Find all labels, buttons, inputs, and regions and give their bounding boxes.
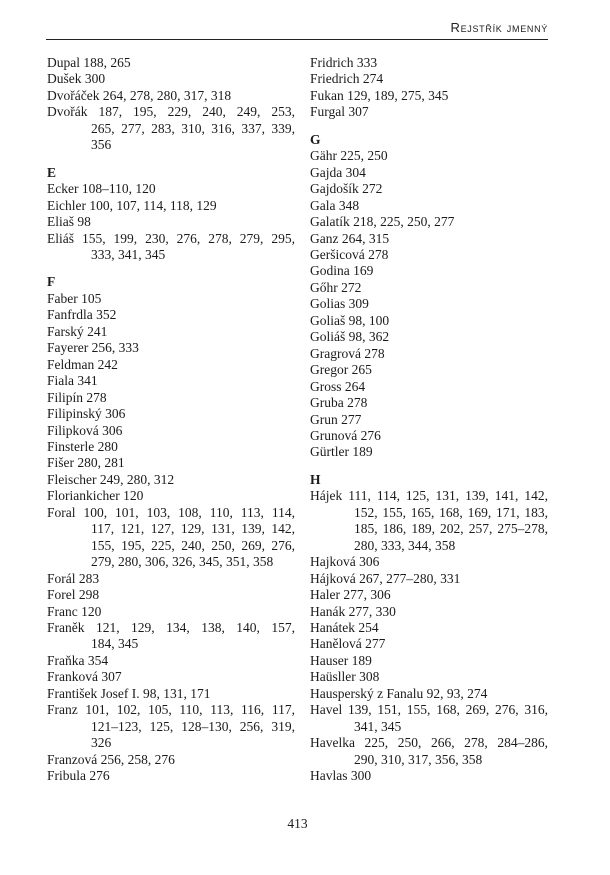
index-line: Godina 169 <box>310 263 374 279</box>
index-line: Franc 120 <box>47 603 102 619</box>
index-line: Hájek 111, 114, 125, 131, 139, 141, 142, <box>310 488 548 504</box>
index-line: 280, 333, 344, 358 <box>354 537 456 553</box>
index-line: 185, 186, 189, 202, 257, 275–278, <box>354 521 548 537</box>
index-line: Fukan 129, 189, 275, 345 <box>310 87 449 103</box>
index-line: Golias 309 <box>310 296 369 312</box>
index-line: 341, 345 <box>354 718 402 734</box>
index-line: Hanák 277, 330 <box>310 603 396 619</box>
index-line: Faber 105 <box>47 290 102 306</box>
index-line: Fribula 276 <box>47 768 110 784</box>
index-line: Gross 264 <box>310 378 366 394</box>
index-line: Filipková 306 <box>47 422 123 438</box>
index-line: Franěk 121, 129, 134, 138, 140, 157, <box>47 619 295 635</box>
index-line: Foral 100, 101, 103, 108, 110, 113, 114, <box>47 504 295 520</box>
index-line: Gürtler 189 <box>310 444 373 460</box>
index-line: Fleischer 249, 280, 312 <box>47 471 175 487</box>
index-line: Goliaš 98, 100 <box>310 312 390 328</box>
index-line: Dvořáček 264, 278, 280, 317, 318 <box>47 87 232 103</box>
index-line: Hanělová 277 <box>310 636 386 652</box>
index-line: Hájková 267, 277–280, 331 <box>310 570 461 586</box>
index-line: František Josef I. 98, 131, 171 <box>47 685 211 701</box>
index-line: 326 <box>91 735 112 751</box>
index-line: Gragrová 278 <box>310 345 385 361</box>
index-line: Ecker 108–110, 120 <box>47 181 156 197</box>
index-line: Fišer 280, 281 <box>47 455 125 471</box>
index-line: Dvořák 187, 195, 229, 240, 249, 253, <box>47 104 295 120</box>
index-line: Finsterle 280 <box>47 438 118 454</box>
index-line: 155, 195, 225, 240, 250, 269, 276, <box>91 537 295 553</box>
index-line: Filipinský 306 <box>47 406 126 422</box>
running-head <box>46 20 548 40</box>
index-line: 152, 155, 165, 168, 169, 171, 183, <box>354 504 548 520</box>
page-footer <box>47 816 548 832</box>
section-letter: F <box>47 274 56 290</box>
index-line: Furgal 307 <box>310 104 369 120</box>
index-line: 121–123, 125, 128–130, 256, 319, <box>91 718 295 734</box>
index-line: Friedrich 274 <box>310 71 384 87</box>
index-line: Gruba 278 <box>310 395 368 411</box>
index-line: Havlas 300 <box>310 768 372 784</box>
index-line: 333, 341, 345 <box>91 246 166 262</box>
index-line: Fiala 341 <box>47 373 98 389</box>
index-line: Fridrich 333 <box>310 55 378 70</box>
index-line: Hausperský z Fanalu 92, 93, 274 <box>310 685 488 701</box>
index-line: Fraňka 354 <box>47 652 109 668</box>
index-line: Gőhr 272 <box>310 279 362 295</box>
index-line: Forál 283 <box>47 570 100 586</box>
index-line: Forel 298 <box>47 587 100 603</box>
index-line: Grun 277 <box>310 411 362 427</box>
index-line: Dupal 188, 265 <box>47 55 131 70</box>
index-line: Havelka 225, 250, 266, 278, 284–286, <box>310 735 548 751</box>
index-line: Haüsller 308 <box>310 669 380 685</box>
index-line: 290, 310, 317, 356, 358 <box>354 751 483 767</box>
index-columns <box>47 55 548 784</box>
index-line: Ganz 264, 315 <box>310 230 390 246</box>
section-letter: E <box>47 164 57 180</box>
index-line: 279, 280, 306, 326, 345, 351, 358 <box>91 554 274 570</box>
index-line: Farský 241 <box>47 323 108 339</box>
page-number: 413 <box>287 816 308 831</box>
index-line: Hauser 189 <box>310 652 372 668</box>
index-line: Filipín 278 <box>47 389 107 405</box>
index-line: Gala 348 <box>310 197 360 213</box>
index-line: Goliáš 98, 362 <box>310 329 390 345</box>
index-line: Gregor 265 <box>310 362 372 378</box>
index-line: Hajková 306 <box>310 554 380 570</box>
index-line: Geršicová 278 <box>310 246 389 262</box>
index-line: Dušek 300 <box>47 71 106 87</box>
index-line: Franková 307 <box>47 669 122 685</box>
index-line: 265, 277, 283, 310, 316, 337, 339, <box>91 120 295 136</box>
index-line: Galatík 218, 225, 250, 277 <box>310 214 455 230</box>
index-line: Haler 277, 306 <box>310 587 391 603</box>
index-line: Gajdošík 272 <box>310 181 383 197</box>
index-line: Hanátek 254 <box>310 619 379 635</box>
index-column-right <box>310 55 548 784</box>
index-line: Gajda 304 <box>310 164 366 180</box>
index-line: 356 <box>91 137 112 153</box>
index-line: Gähr 225, 250 <box>310 148 388 164</box>
index-line: Fayerer 256, 333 <box>47 340 139 356</box>
index-line: 184, 345 <box>91 636 139 652</box>
section-letter: G <box>310 131 321 147</box>
index-line: Franzová 256, 258, 276 <box>47 751 175 767</box>
index-line: Grunová 276 <box>310 427 381 443</box>
index-line: Fanfrdla 352 <box>47 307 117 323</box>
page-title: Rejstřík jmenný <box>450 20 548 35</box>
index-line: Floriankicher 120 <box>47 488 144 504</box>
index-line: Franz 101, 102, 105, 110, 113, 116, 117, <box>47 702 295 718</box>
index-line: Eliaš 98 <box>47 214 91 230</box>
index-line: 117, 121, 127, 129, 131, 139, 142, <box>91 521 295 537</box>
section-letter: H <box>310 471 321 487</box>
index-line: Eliáš 155, 199, 230, 276, 278, 279, 295, <box>47 230 295 246</box>
index-line: Eichler 100, 107, 114, 118, 129 <box>47 197 217 213</box>
index-line: Feldman 242 <box>47 356 118 372</box>
index-column-left <box>47 55 295 784</box>
index-line: Havel 139, 151, 155, 168, 269, 276, 316, <box>310 702 548 718</box>
